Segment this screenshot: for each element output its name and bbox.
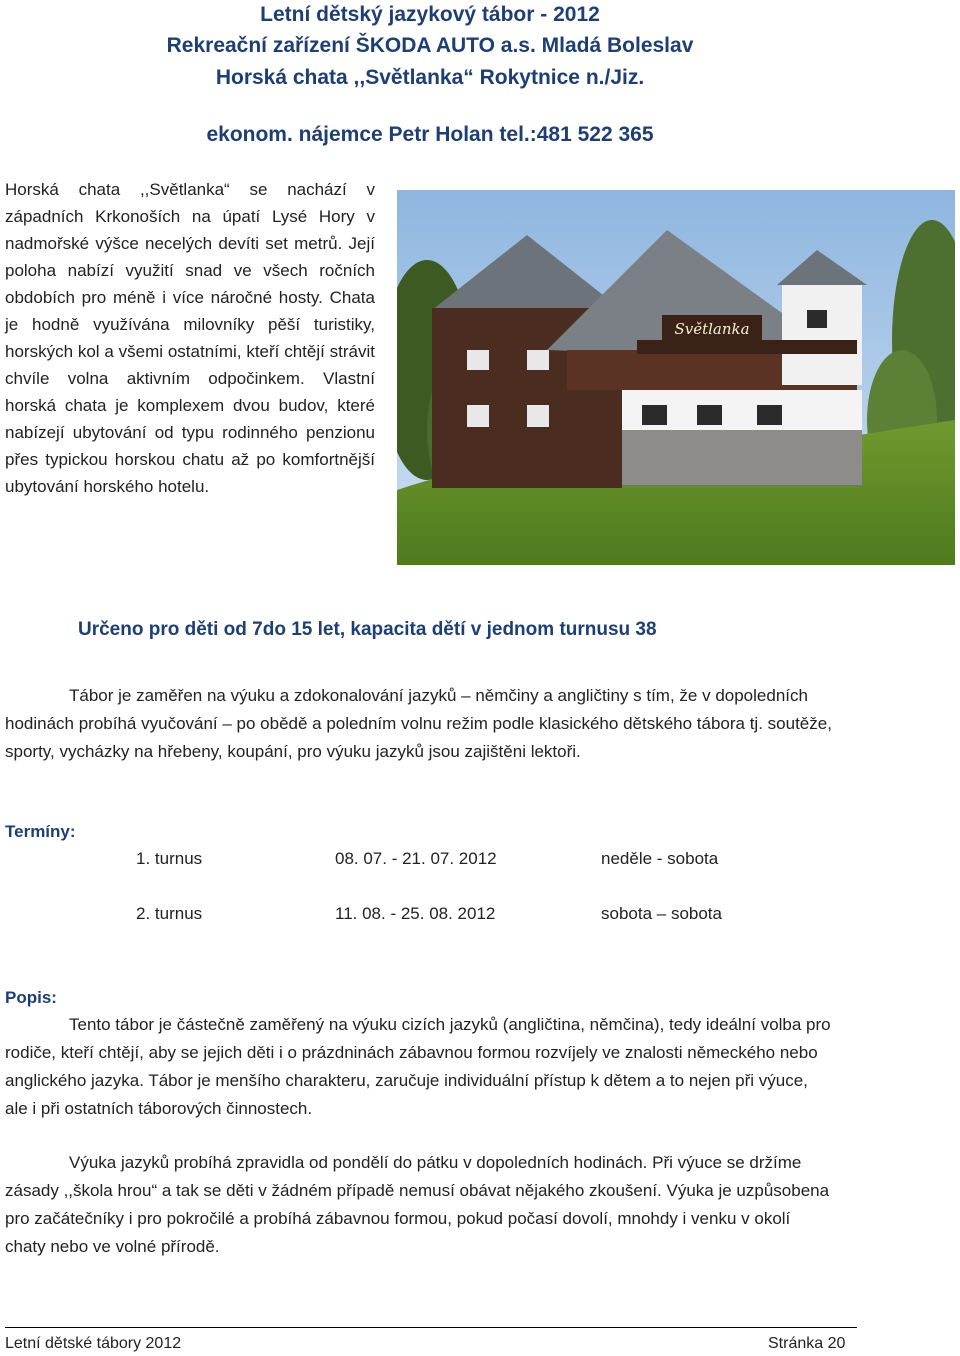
term-1-days: neděle - sobota	[601, 849, 719, 868]
title-line-1: Letní dětský jazykový tábor - 2012	[260, 3, 600, 26]
description-text-1: Tento tábor je částečně zaměřený na výuku cizích jazyků (angličtina, němčina), tedy ideální volba pro rodiče, kteří chtějí, aby se jejich děti i o prázdninách zábavnou formou rozvíjely ve znalosti německého nebo anglického jazyka. Tábor je menšího charakteru, zaručuje individuální přístup k dětem a to nejen při výuce, ale i při ostatních táborových činnostech.	[5, 1015, 831, 1118]
intro-paragraph: Horská chata ,,Světlanka“ se nachází v západních Krkonoších na úpatí Lysé Hory v nadmořské výšce necelých devíti set metrů. Její poloha nabízí využití snad ve všech ročních obdobích pro méně i více náročné hosty. Chata je hodně využívána milovníky pěší turistiky, horských kol a všemi ostatními, kteří chtějí strávit chvíle volna aktivním odpočinkem. Vlastní horská chata je komplexem dvou budov, které nabízejí ubytování od typu rodinného penzionu přes typickou horskou chatu až po komfortnější ubytování horského hotelu.	[5, 180, 375, 496]
chalet-photo	[397, 190, 955, 565]
contact-line: ekonom. nájemce Petr Holan tel.:481 522 365	[206, 123, 654, 146]
description-label: Popis:	[5, 988, 57, 1007]
program-text: Tábor je zaměřen na výuku a zdokonalování jazyků – němčiny a angličtiny s tím, že v dopoledních hodinách probíhá vyučování – po obědě a poledním volnu režim podle klasického dětského tábora tj. soutěže, sporty, vycházky na hřebeny, koupání, pro výuku jazyků jsou zajištěni lektoři.	[5, 686, 832, 761]
term-2-days: sobota – sobota	[601, 904, 722, 923]
description-paragraph-2	[5, 1149, 835, 1261]
term-2-name: 2. turnus	[136, 904, 203, 923]
terms-label: Termíny:	[5, 822, 76, 841]
footer-title: Letní dětské tábory 2012	[5, 1335, 182, 1352]
description-paragraph-1	[5, 1011, 835, 1123]
title-line-3: Horská chata ,,Světlanka“ Rokytnice n./Jiz.	[215, 66, 645, 89]
description-text-2: Výuka jazyků probíhá zpravidla od pondělí do pátku v dopoledních hodinách. Při výuce se držíme zásady ,,škola hrou“ a tak se děti v žádném případě nemusí obávat nějakého zkoušení. Výuka je uzpůsobena pro začátečníky i pro pokročilé a probíhá zábavnou formou, pokud počasí dovolí, mnohdy i venku v okolí chaty nebo ve volné přírodě.	[5, 1153, 830, 1256]
footer-divider	[5, 1327, 857, 1328]
chalet-sign-text: Světlanka	[674, 320, 750, 338]
program-paragraph	[5, 682, 835, 766]
term-2-dates: 11. 08. - 25. 08. 2012	[335, 904, 496, 923]
page-number: Stránka 20	[768, 1335, 846, 1352]
title-line-2: Rekreační zařízení ŠKODA AUTO a.s. Mladá Boleslav	[166, 34, 694, 57]
capacity-heading: Určeno pro děti od 7do 15 let, kapacita dětí v jednom turnusu 38	[78, 619, 657, 640]
term-1-dates: 08. 07. - 21. 07. 2012	[335, 849, 497, 868]
term-1-name: 1. turnus	[136, 849, 203, 868]
